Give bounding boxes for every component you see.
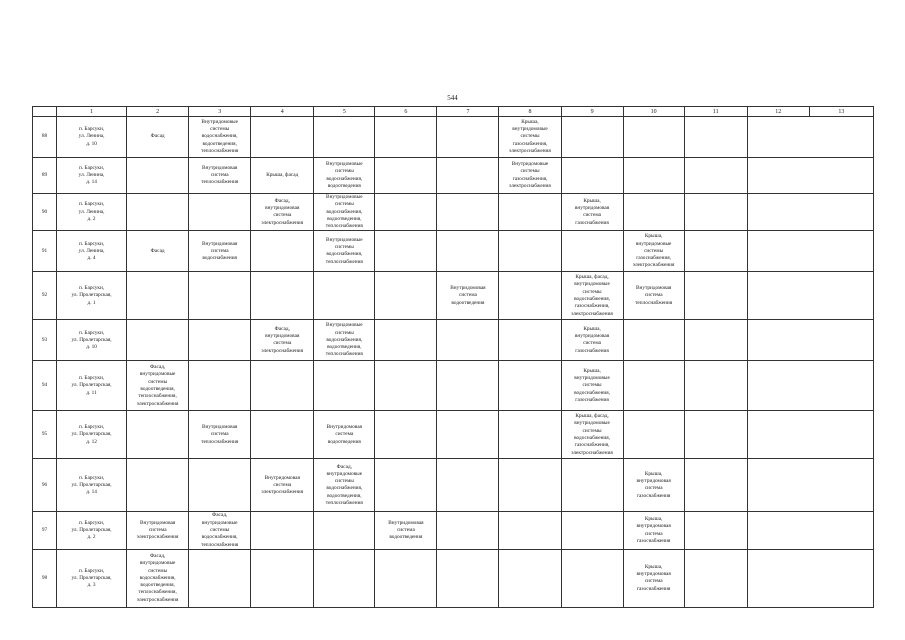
table-body <box>33 117 874 608</box>
work-cell: Крыша, внутридомовые системы газоснабжения, электроснабжения <box>499 117 561 158</box>
work-cell: Фасад, внутридомовые системы водоснабжения, водоотведения, теплоснабжения <box>314 459 375 512</box>
work-cell: Внутридомовые системы газоснабжения, электроснабжения <box>499 158 561 194</box>
work-cell <box>499 459 561 512</box>
work-cell <box>127 411 189 459</box>
work-cell <box>623 320 684 361</box>
work-cell <box>189 549 251 607</box>
header-row <box>33 107 874 117</box>
header-cell: 12 <box>747 107 809 117</box>
table-row <box>33 459 874 512</box>
work-cell: Крыша, внутридомовые системы водоснабжения, газоснабжения <box>561 361 623 411</box>
table-row <box>33 512 874 549</box>
work-cell <box>375 361 437 411</box>
work-cell: Крыша, фасад, внутридомовые системы водоснабжения, газоснабжения, электроснабжения <box>561 272 623 320</box>
work-cell <box>747 320 873 361</box>
work-cell <box>437 361 499 411</box>
work-cell <box>684 231 747 272</box>
work-cell <box>127 194 189 231</box>
address-cell: п. Барсуки, ул. Ленина, д. 14 <box>57 158 127 194</box>
header-cell: 9 <box>561 107 623 117</box>
work-cell <box>375 272 437 320</box>
work-cell <box>623 194 684 231</box>
work-cell <box>499 361 561 411</box>
address-cell: п. Барсуки, ул. Пролетарская, д. 2 <box>57 512 127 549</box>
work-cell: Внутридомовая система теплоснабжения <box>623 272 684 320</box>
address-cell: п. Барсуки, ул. Ленина, д. 4 <box>57 231 127 272</box>
work-cell <box>499 512 561 549</box>
work-cell: Фасад, внутридомовая система электроснабжения <box>251 320 314 361</box>
work-cell <box>561 117 623 158</box>
work-cell: Фасад, внутридомовые системы водоотведения, теплоснабжения, электроснабжения <box>127 361 189 411</box>
work-cell <box>251 272 314 320</box>
work-cell <box>375 411 437 459</box>
work-cell <box>437 549 499 607</box>
table-row <box>33 117 874 158</box>
work-cell: Внутридомовая система теплоснабжения <box>189 158 251 194</box>
table-row <box>33 272 874 320</box>
work-cell <box>189 272 251 320</box>
work-cell <box>623 361 684 411</box>
work-cell: Внутридомовая система водоотведения <box>437 272 499 320</box>
work-cell <box>127 459 189 512</box>
work-cell: Внутридомовые системы водоснабжения, водоотведения, теплоснабжения <box>189 117 251 158</box>
work-cell <box>499 320 561 361</box>
work-cell <box>375 320 437 361</box>
work-cell: Внутридомовая система электроснабжения <box>251 459 314 512</box>
work-cell <box>684 459 747 512</box>
work-schedule-table <box>32 106 874 608</box>
work-cell <box>747 411 873 459</box>
header-cell: 13 <box>809 107 873 117</box>
work-cell <box>561 459 623 512</box>
work-cell <box>561 158 623 194</box>
row-number-cell: 93 <box>33 320 57 361</box>
row-number-cell: 94 <box>33 361 57 411</box>
work-cell <box>437 512 499 549</box>
work-cell <box>684 512 747 549</box>
work-cell <box>437 158 499 194</box>
work-cell <box>747 361 873 411</box>
table-row <box>33 158 874 194</box>
header-cell: 8 <box>499 107 561 117</box>
header-cell: 4 <box>251 107 314 117</box>
work-cell <box>623 117 684 158</box>
row-number-cell: 88 <box>33 117 57 158</box>
table-row <box>33 231 874 272</box>
work-cell <box>561 512 623 549</box>
work-cell <box>747 231 873 272</box>
work-cell <box>684 549 747 607</box>
work-cell <box>499 194 561 231</box>
work-cell <box>747 158 873 194</box>
work-cell: Фасад <box>127 231 189 272</box>
header-cell: 11 <box>684 107 747 117</box>
work-cell <box>251 512 314 549</box>
work-cell <box>747 272 873 320</box>
work-cell: Внутридомовые системы водоснабжения, водоотведения, теплоснабжения <box>314 320 375 361</box>
table-row <box>33 411 874 459</box>
work-cell <box>127 272 189 320</box>
row-number-cell: 90 <box>33 194 57 231</box>
work-cell <box>189 194 251 231</box>
work-cell <box>561 231 623 272</box>
work-cell <box>437 459 499 512</box>
row-number-cell: 91 <box>33 231 57 272</box>
work-cell: Фасад, внутридомовая система электроснабжения <box>251 194 314 231</box>
work-cell <box>437 194 499 231</box>
header-cell: 3 <box>189 107 251 117</box>
row-number-cell: 98 <box>33 549 57 607</box>
address-cell: п. Барсуки, ул. Пролетарская, д. 14 <box>57 459 127 512</box>
work-cell <box>251 117 314 158</box>
work-cell <box>375 231 437 272</box>
work-cell <box>314 117 375 158</box>
header-cell: 1 <box>57 107 127 117</box>
work-cell <box>747 512 873 549</box>
work-cell: Крыша, внутридомовая система газоснабжения <box>623 459 684 512</box>
address-cell: п. Барсуки, ул. Ленина, д. 10 <box>57 117 127 158</box>
header-cell: 10 <box>623 107 684 117</box>
work-cell <box>747 117 873 158</box>
work-cell <box>189 320 251 361</box>
address-cell: п. Барсуки, ул. Пролетарская, д. 11 <box>57 361 127 411</box>
work-cell <box>684 320 747 361</box>
table-row <box>33 549 874 607</box>
work-cell <box>437 231 499 272</box>
work-cell: Внутридомовые системы водоснабжения, водоотведения <box>314 158 375 194</box>
work-cell <box>251 231 314 272</box>
row-number-cell: 95 <box>33 411 57 459</box>
work-cell <box>499 411 561 459</box>
work-cell: Внутридомовая система электроснабжения <box>127 512 189 549</box>
work-cell: Крыша, внутридомовые системы газоснабжения, электроснабжения <box>623 231 684 272</box>
address-cell: п. Барсуки, ул. Пролетарская, д. 3 <box>57 549 127 607</box>
row-number-cell: 92 <box>33 272 57 320</box>
work-cell <box>189 361 251 411</box>
work-cell <box>314 272 375 320</box>
work-cell <box>623 158 684 194</box>
work-cell <box>561 549 623 607</box>
work-cell <box>437 320 499 361</box>
table-row <box>33 320 874 361</box>
work-cell <box>375 117 437 158</box>
work-cell <box>684 411 747 459</box>
work-cell <box>127 320 189 361</box>
work-cell: Крыша, внутридомовая система газоснабжения <box>561 194 623 231</box>
header-cell: 5 <box>314 107 375 117</box>
work-cell: Внутридомовая система водоотведения <box>375 512 437 549</box>
work-cell: Внутридомовые системы водоснабжения, водоотведения, теплоснабжения <box>314 194 375 231</box>
work-cell <box>684 272 747 320</box>
work-cell: Крыша, фасад <box>251 158 314 194</box>
header-cell: 6 <box>375 107 437 117</box>
table-row <box>33 194 874 231</box>
work-cell <box>437 411 499 459</box>
address-cell: п. Барсуки, ул. Пролетарская, д. 10 <box>57 320 127 361</box>
work-cell <box>684 194 747 231</box>
work-cell <box>314 361 375 411</box>
work-cell <box>127 158 189 194</box>
work-cell <box>314 549 375 607</box>
work-cell <box>684 158 747 194</box>
work-cell: Крыша, внутридомовая система газоснабжения <box>623 549 684 607</box>
address-cell: п. Барсуки, ул. Пролетарская, д. 1 <box>57 272 127 320</box>
page-number: 544 <box>447 94 458 102</box>
row-number-cell: 89 <box>33 158 57 194</box>
work-cell: Внутридомовая система водоотведения <box>314 411 375 459</box>
work-cell <box>251 549 314 607</box>
work-cell <box>623 411 684 459</box>
work-cell: Фасад <box>127 117 189 158</box>
work-cell <box>499 272 561 320</box>
work-cell: Крыша, фасад, внутридомовые системы водоснабжения, газоснабжения, электроснабжения <box>561 411 623 459</box>
row-number-cell: 97 <box>33 512 57 549</box>
work-cell <box>747 549 873 607</box>
work-cell <box>499 549 561 607</box>
work-cell <box>747 459 873 512</box>
row-number-cell: 96 <box>33 459 57 512</box>
work-cell <box>684 361 747 411</box>
work-cell <box>375 158 437 194</box>
work-cell <box>251 361 314 411</box>
address-cell: п. Барсуки, ул. Пролетарская, д. 12 <box>57 411 127 459</box>
work-cell: Фасад, внутридомовые системы водоснабжения, водоотведения, теплоснабжения, электроснабжения <box>127 549 189 607</box>
work-cell <box>189 459 251 512</box>
work-cell <box>375 194 437 231</box>
header-cell: 2 <box>127 107 189 117</box>
work-cell: Фасад, внутридомовые системы водоснабжения, теплоснабжения <box>189 512 251 549</box>
work-cell: Крыша, внутридомовая система газоснабжения <box>623 512 684 549</box>
work-cell <box>499 231 561 272</box>
work-cell: Внутридомовая система водоснабжения <box>189 231 251 272</box>
work-cell <box>437 117 499 158</box>
work-cell: Крыша, внутридомовая система газоснабжения <box>561 320 623 361</box>
table-row <box>33 361 874 411</box>
address-cell: п. Барсуки, ул. Ленина, д. 2 <box>57 194 127 231</box>
work-cell <box>251 411 314 459</box>
work-cell <box>314 512 375 549</box>
work-cell <box>684 117 747 158</box>
work-cell: Внутридомовая система теплоснабжения <box>189 411 251 459</box>
work-cell <box>375 459 437 512</box>
work-cell <box>375 549 437 607</box>
header-cell: 7 <box>437 107 499 117</box>
work-cell: Внутридомовые системы водоснабжения, теплоснабжения <box>314 231 375 272</box>
work-cell <box>747 194 873 231</box>
header-spacer <box>33 107 57 117</box>
